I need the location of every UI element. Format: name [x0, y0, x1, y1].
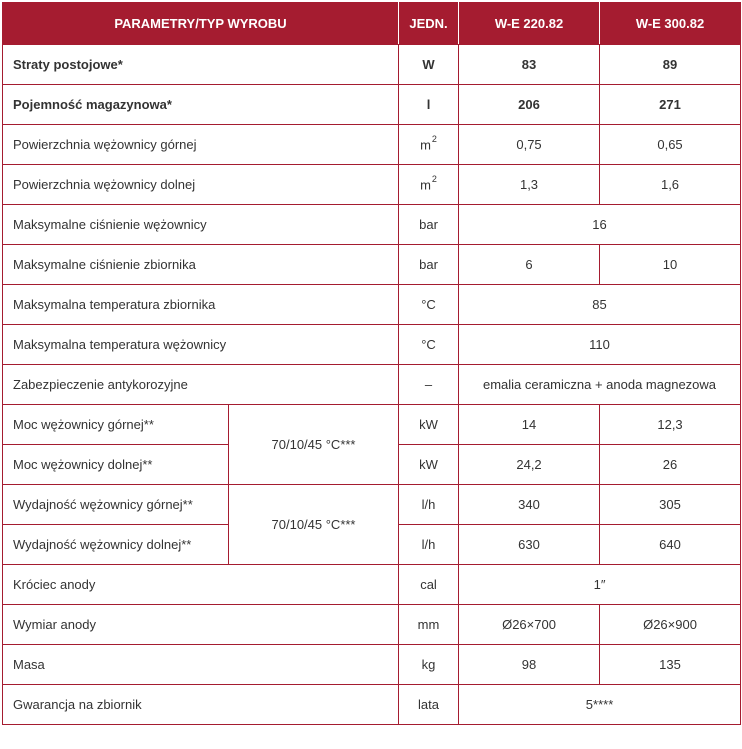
value-both-models: 85: [459, 285, 741, 325]
header-model-b: W-E 300.82: [600, 3, 741, 45]
value-model-b: 305: [600, 485, 741, 525]
row-unit: [399, 125, 459, 165]
row-unit: bar: [399, 245, 459, 285]
row-label: Maksymalna temperatura wężownicy: [3, 325, 399, 365]
row-label: Powierzchnia wężownicy dolnej: [3, 165, 399, 205]
row-label: Wydajność wężownicy górnej**: [3, 485, 229, 525]
table-row: [3, 405, 741, 445]
table-row: [3, 205, 741, 245]
row-label: Wydajność wężownicy dolnej**: [3, 525, 229, 565]
value-model-a: 0,75: [459, 125, 600, 165]
table-row: [3, 125, 741, 165]
row-unit: l: [399, 85, 459, 125]
table-row: [3, 245, 741, 285]
row-label: Gwarancja na zbiornik: [3, 685, 399, 725]
row-unit: kg: [399, 645, 459, 685]
value-model-b: 10: [600, 245, 741, 285]
row-unit: bar: [399, 205, 459, 245]
header-model-a: W-E 220.82: [459, 3, 600, 45]
value-both-models: 16: [459, 205, 741, 245]
value-both-models: 1″: [459, 565, 741, 605]
row-label: Zabezpieczenie antykorozyjne: [3, 365, 399, 405]
row-unit: l/h: [399, 485, 459, 525]
unit-superscript: 2: [431, 174, 437, 185]
value-model-a: 6: [459, 245, 600, 285]
value-both-models: 110: [459, 325, 741, 365]
row-label: Wymiar anody: [3, 605, 399, 645]
value-model-a: 1,3: [459, 165, 600, 205]
table-row: [3, 605, 741, 645]
row-label: Maksymalna temperatura zbiornika: [3, 285, 399, 325]
row-label: Powierzchnia wężownicy górnej: [3, 125, 399, 165]
value-model-b: 640: [600, 525, 741, 565]
row-label: Straty postojowe*: [3, 45, 399, 85]
row-unit: lata: [399, 685, 459, 725]
row-unit: °C: [399, 325, 459, 365]
value-model-a: 14: [459, 405, 600, 445]
row-unit: W: [399, 45, 459, 85]
table-row: [3, 565, 741, 605]
header-row: [3, 3, 741, 45]
row-unit: kW: [399, 445, 459, 485]
value-model-b: 135: [600, 645, 741, 685]
value-both-models: 5****: [459, 685, 741, 725]
test-condition: 70/10/45 °C***: [229, 405, 399, 485]
row-label: Pojemność magazynowa*: [3, 85, 399, 125]
table-row: [3, 485, 741, 525]
row-unit: °C: [399, 285, 459, 325]
value-model-a: 206: [459, 85, 600, 125]
row-unit: mm: [399, 605, 459, 645]
unit-superscript: 2: [431, 134, 437, 145]
value-model-a: Ø26×700: [459, 605, 600, 645]
row-label: Masa: [3, 645, 399, 685]
value-model-a: 24,2: [459, 445, 600, 485]
table-row: [3, 165, 741, 205]
unit-text: m: [420, 137, 431, 153]
unit-text: m: [420, 177, 431, 193]
value-model-b: 0,65: [600, 125, 741, 165]
row-label: Moc wężownicy górnej**: [3, 405, 229, 445]
value-model-b: Ø26×900: [600, 605, 741, 645]
value-both-models: emalia ceramiczna + anoda magnezowa: [459, 365, 741, 405]
value-model-a: 340: [459, 485, 600, 525]
row-unit: –: [399, 365, 459, 405]
test-condition: 70/10/45 °C***: [229, 485, 399, 565]
value-model-b: 89: [600, 45, 741, 85]
row-label: Króciec anody: [3, 565, 399, 605]
value-model-b: 12,3: [600, 405, 741, 445]
row-label: Maksymalne ciśnienie wężownicy: [3, 205, 399, 245]
table-row: [3, 85, 741, 125]
spec-table: [2, 2, 741, 725]
value-model-a: 83: [459, 45, 600, 85]
row-unit: cal: [399, 565, 459, 605]
header-parameter: PARAMETRY/TYP WYROBU: [3, 3, 399, 45]
row-label: Moc wężownicy dolnej**: [3, 445, 229, 485]
value-model-a: 98: [459, 645, 600, 685]
row-unit: [399, 165, 459, 205]
value-model-a: 630: [459, 525, 600, 565]
value-model-b: 1,6: [600, 165, 741, 205]
table-row: [3, 645, 741, 685]
table-row: [3, 45, 741, 85]
row-unit: kW: [399, 405, 459, 445]
table-row: [3, 285, 741, 325]
row-label: Maksymalne ciśnienie zbiornika: [3, 245, 399, 285]
header-unit: JEDN.: [399, 3, 459, 45]
value-model-b: 26: [600, 445, 741, 485]
table-row: [3, 325, 741, 365]
table-row: [3, 685, 741, 725]
row-unit: l/h: [399, 525, 459, 565]
value-model-b: 271: [600, 85, 741, 125]
table-row: [3, 365, 741, 405]
